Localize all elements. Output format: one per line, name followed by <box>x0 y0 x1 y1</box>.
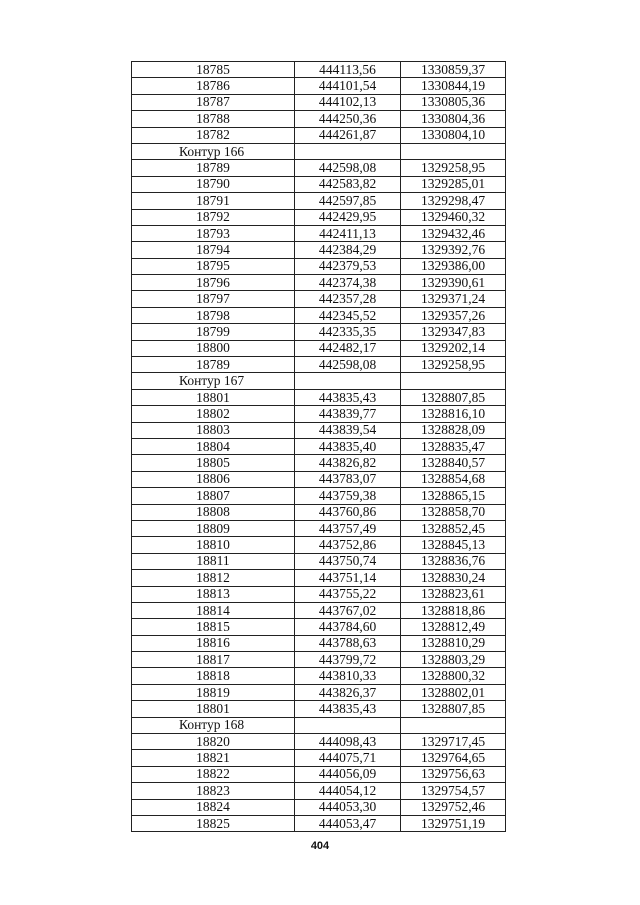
table-row <box>132 176 506 192</box>
x-coordinate-cell: 443839,77 <box>295 406 401 422</box>
x-coordinate-cell: 444054,12 <box>295 783 401 799</box>
y-coordinate-cell: 1329285,01 <box>401 176 506 192</box>
table-row <box>132 225 506 241</box>
point-number-cell: 18786 <box>132 78 295 94</box>
y-coordinate-cell: 1329754,57 <box>401 783 506 799</box>
x-coordinate-cell: 444113,56 <box>295 62 401 78</box>
point-number-cell: 18813 <box>132 586 295 602</box>
point-number-cell: 18798 <box>132 307 295 323</box>
y-coordinate-cell: 1329347,83 <box>401 324 506 340</box>
x-coordinate-cell: 442411,13 <box>295 225 401 241</box>
point-number-cell: 18803 <box>132 422 295 438</box>
x-coordinate-cell: 443767,02 <box>295 602 401 618</box>
x-coordinate-cell: 442345,52 <box>295 307 401 323</box>
point-number-cell: 18819 <box>132 684 295 700</box>
point-number-cell: 18785 <box>132 62 295 78</box>
table-row <box>132 553 506 569</box>
table-row <box>132 291 506 307</box>
y-coordinate-cell: 1329258,95 <box>401 357 506 373</box>
table-row <box>132 684 506 700</box>
table-row <box>132 799 506 815</box>
table-row <box>132 701 506 717</box>
y-coordinate-cell: 1329386,00 <box>401 258 506 274</box>
x-coordinate-cell: 444250,36 <box>295 111 401 127</box>
y-coordinate-cell: 1329202,14 <box>401 340 506 356</box>
y-coordinate-cell: 1329751,19 <box>401 815 506 831</box>
x-coordinate-cell: 443760,86 <box>295 504 401 520</box>
y-coordinate-cell: 1329717,45 <box>401 734 506 750</box>
point-number-cell: 18821 <box>132 750 295 766</box>
y-coordinate-cell: 1329764,65 <box>401 750 506 766</box>
y-coordinate-cell: 1328810,29 <box>401 635 506 651</box>
x-coordinate-cell: 444102,13 <box>295 94 401 110</box>
point-number-cell: 18789 <box>132 357 295 373</box>
x-coordinate-cell: 443759,38 <box>295 488 401 504</box>
x-coordinate-cell: 442597,85 <box>295 193 401 209</box>
table-row <box>132 62 506 78</box>
x-coordinate-cell: 443784,60 <box>295 619 401 635</box>
x-coordinate-cell: 444053,30 <box>295 799 401 815</box>
table-row <box>132 275 506 291</box>
x-coordinate-cell: 443826,82 <box>295 455 401 471</box>
y-coordinate-cell: 1329752,46 <box>401 799 506 815</box>
y-coordinate-cell: 1330805,36 <box>401 94 506 110</box>
y-coordinate-cell: 1328858,70 <box>401 504 506 520</box>
point-number-cell: 18788 <box>132 111 295 127</box>
contour-empty-x-cell <box>295 143 401 159</box>
point-number-cell: 18794 <box>132 242 295 258</box>
point-number-cell: 18799 <box>132 324 295 340</box>
table-row <box>132 406 506 422</box>
table-row <box>132 422 506 438</box>
contour-header-row <box>132 717 506 733</box>
point-number-cell: 18801 <box>132 389 295 405</box>
point-number-cell: 18797 <box>132 291 295 307</box>
x-coordinate-cell: 444261,87 <box>295 127 401 143</box>
y-coordinate-cell: 1329432,46 <box>401 225 506 241</box>
table-row <box>132 389 506 405</box>
y-coordinate-cell: 1329392,76 <box>401 242 506 258</box>
table-row <box>132 734 506 750</box>
table-row <box>132 570 506 586</box>
table-row <box>132 504 506 520</box>
table-row <box>132 488 506 504</box>
y-coordinate-cell: 1328852,45 <box>401 520 506 536</box>
x-coordinate-cell: 444053,47 <box>295 815 401 831</box>
point-number-cell: 18795 <box>132 258 295 274</box>
point-number-cell: 18817 <box>132 652 295 668</box>
y-coordinate-cell: 1328835,47 <box>401 438 506 454</box>
y-coordinate-cell: 1328807,85 <box>401 701 506 717</box>
point-number-cell: 18787 <box>132 94 295 110</box>
x-coordinate-cell: 443835,40 <box>295 438 401 454</box>
contour-header-row <box>132 373 506 389</box>
point-number-cell: 18818 <box>132 668 295 684</box>
contour-label: Контур 167 <box>132 373 295 389</box>
table-row <box>132 783 506 799</box>
y-coordinate-cell: 1329756,63 <box>401 766 506 782</box>
y-coordinate-cell: 1329298,47 <box>401 193 506 209</box>
x-coordinate-cell: 442482,17 <box>295 340 401 356</box>
x-coordinate-cell: 442598,08 <box>295 160 401 176</box>
point-number-cell: 18825 <box>132 815 295 831</box>
table-row <box>132 94 506 110</box>
table-row <box>132 438 506 454</box>
point-number-cell: 18814 <box>132 602 295 618</box>
y-coordinate-cell: 1328828,09 <box>401 422 506 438</box>
table-row <box>132 258 506 274</box>
x-coordinate-cell: 442429,95 <box>295 209 401 225</box>
point-number-cell: 18800 <box>132 340 295 356</box>
y-coordinate-cell: 1328840,57 <box>401 455 506 471</box>
point-number-cell: 18804 <box>132 438 295 454</box>
point-number-cell: 18801 <box>132 701 295 717</box>
y-coordinate-cell: 1328807,85 <box>401 389 506 405</box>
x-coordinate-cell: 443826,37 <box>295 684 401 700</box>
contour-empty-x-cell <box>295 717 401 733</box>
table-row <box>132 652 506 668</box>
point-number-cell: 18796 <box>132 275 295 291</box>
y-coordinate-cell: 1328830,24 <box>401 570 506 586</box>
point-number-cell: 18822 <box>132 766 295 782</box>
x-coordinate-cell: 442598,08 <box>295 357 401 373</box>
y-coordinate-cell: 1328816,10 <box>401 406 506 422</box>
table-row <box>132 193 506 209</box>
y-coordinate-cell: 1330804,10 <box>401 127 506 143</box>
point-number-cell: 18791 <box>132 193 295 209</box>
point-number-cell: 18805 <box>132 455 295 471</box>
y-coordinate-cell: 1329371,24 <box>401 291 506 307</box>
contour-label: Контур 166 <box>132 143 295 159</box>
y-coordinate-cell: 1328802,01 <box>401 684 506 700</box>
table-row <box>132 455 506 471</box>
table-row <box>132 586 506 602</box>
point-number-cell: 18823 <box>132 783 295 799</box>
contour-empty-y-cell <box>401 143 506 159</box>
coordinates-table-body <box>132 62 506 832</box>
x-coordinate-cell: 442335,35 <box>295 324 401 340</box>
x-coordinate-cell: 442357,28 <box>295 291 401 307</box>
x-coordinate-cell: 443788,63 <box>295 635 401 651</box>
x-coordinate-cell: 443752,86 <box>295 537 401 553</box>
y-coordinate-cell: 1330844,19 <box>401 78 506 94</box>
point-number-cell: 18802 <box>132 406 295 422</box>
x-coordinate-cell: 443757,49 <box>295 520 401 536</box>
point-number-cell: 18792 <box>132 209 295 225</box>
table-row <box>132 127 506 143</box>
x-coordinate-cell: 443751,14 <box>295 570 401 586</box>
table-row <box>132 635 506 651</box>
table-row <box>132 602 506 618</box>
point-number-cell: 18789 <box>132 160 295 176</box>
x-coordinate-cell: 443810,33 <box>295 668 401 684</box>
point-number-cell: 18810 <box>132 537 295 553</box>
x-coordinate-cell: 443835,43 <box>295 389 401 405</box>
point-number-cell: 18806 <box>132 471 295 487</box>
x-coordinate-cell: 443839,54 <box>295 422 401 438</box>
table-row <box>132 766 506 782</box>
x-coordinate-cell: 444098,43 <box>295 734 401 750</box>
table-row <box>132 357 506 373</box>
point-number-cell: 18815 <box>132 619 295 635</box>
point-number-cell: 18824 <box>132 799 295 815</box>
y-coordinate-cell: 1328818,86 <box>401 602 506 618</box>
table-row <box>132 668 506 684</box>
y-coordinate-cell: 1328854,68 <box>401 471 506 487</box>
point-number-cell: 18812 <box>132 570 295 586</box>
point-number-cell: 18808 <box>132 504 295 520</box>
page-number: 404 <box>310 840 330 852</box>
y-coordinate-cell: 1329357,26 <box>401 307 506 323</box>
x-coordinate-cell: 442583,82 <box>295 176 401 192</box>
point-number-cell: 18793 <box>132 225 295 241</box>
table-row <box>132 209 506 225</box>
table-row <box>132 160 506 176</box>
table-row <box>132 307 506 323</box>
y-coordinate-cell: 1328865,15 <box>401 488 506 504</box>
table-row <box>132 537 506 553</box>
table-row <box>132 78 506 94</box>
table-row <box>132 750 506 766</box>
table-row <box>132 242 506 258</box>
x-coordinate-cell: 443755,22 <box>295 586 401 602</box>
coordinates-table <box>131 61 506 832</box>
x-coordinate-cell: 443799,72 <box>295 652 401 668</box>
y-coordinate-cell: 1329460,32 <box>401 209 506 225</box>
table-row <box>132 619 506 635</box>
table-row <box>132 324 506 340</box>
point-number-cell: 18809 <box>132 520 295 536</box>
y-coordinate-cell: 1329390,61 <box>401 275 506 291</box>
point-number-cell: 18811 <box>132 553 295 569</box>
x-coordinate-cell: 444056,09 <box>295 766 401 782</box>
y-coordinate-cell: 1328803,29 <box>401 652 506 668</box>
table-row <box>132 520 506 536</box>
y-coordinate-cell: 1330859,37 <box>401 62 506 78</box>
point-number-cell: 18807 <box>132 488 295 504</box>
point-number-cell: 18816 <box>132 635 295 651</box>
y-coordinate-cell: 1328836,76 <box>401 553 506 569</box>
y-coordinate-cell: 1328812,49 <box>401 619 506 635</box>
y-coordinate-cell: 1328823,61 <box>401 586 506 602</box>
table-row <box>132 471 506 487</box>
x-coordinate-cell: 444075,71 <box>295 750 401 766</box>
x-coordinate-cell: 443750,74 <box>295 553 401 569</box>
y-coordinate-cell: 1328800,32 <box>401 668 506 684</box>
x-coordinate-cell: 443835,43 <box>295 701 401 717</box>
contour-empty-y-cell <box>401 373 506 389</box>
contour-empty-y-cell <box>401 717 506 733</box>
point-number-cell: 18820 <box>132 734 295 750</box>
y-coordinate-cell: 1329258,95 <box>401 160 506 176</box>
table-row <box>132 815 506 831</box>
point-number-cell: 18782 <box>132 127 295 143</box>
x-coordinate-cell: 442374,38 <box>295 275 401 291</box>
x-coordinate-cell: 442379,53 <box>295 258 401 274</box>
contour-empty-x-cell <box>295 373 401 389</box>
contour-header-row <box>132 143 506 159</box>
x-coordinate-cell: 442384,29 <box>295 242 401 258</box>
point-number-cell: 18790 <box>132 176 295 192</box>
x-coordinate-cell: 444101,54 <box>295 78 401 94</box>
x-coordinate-cell: 443783,07 <box>295 471 401 487</box>
y-coordinate-cell: 1328845,13 <box>401 537 506 553</box>
table-row <box>132 340 506 356</box>
contour-label: Контур 168 <box>132 717 295 733</box>
table-row <box>132 111 506 127</box>
y-coordinate-cell: 1330804,36 <box>401 111 506 127</box>
